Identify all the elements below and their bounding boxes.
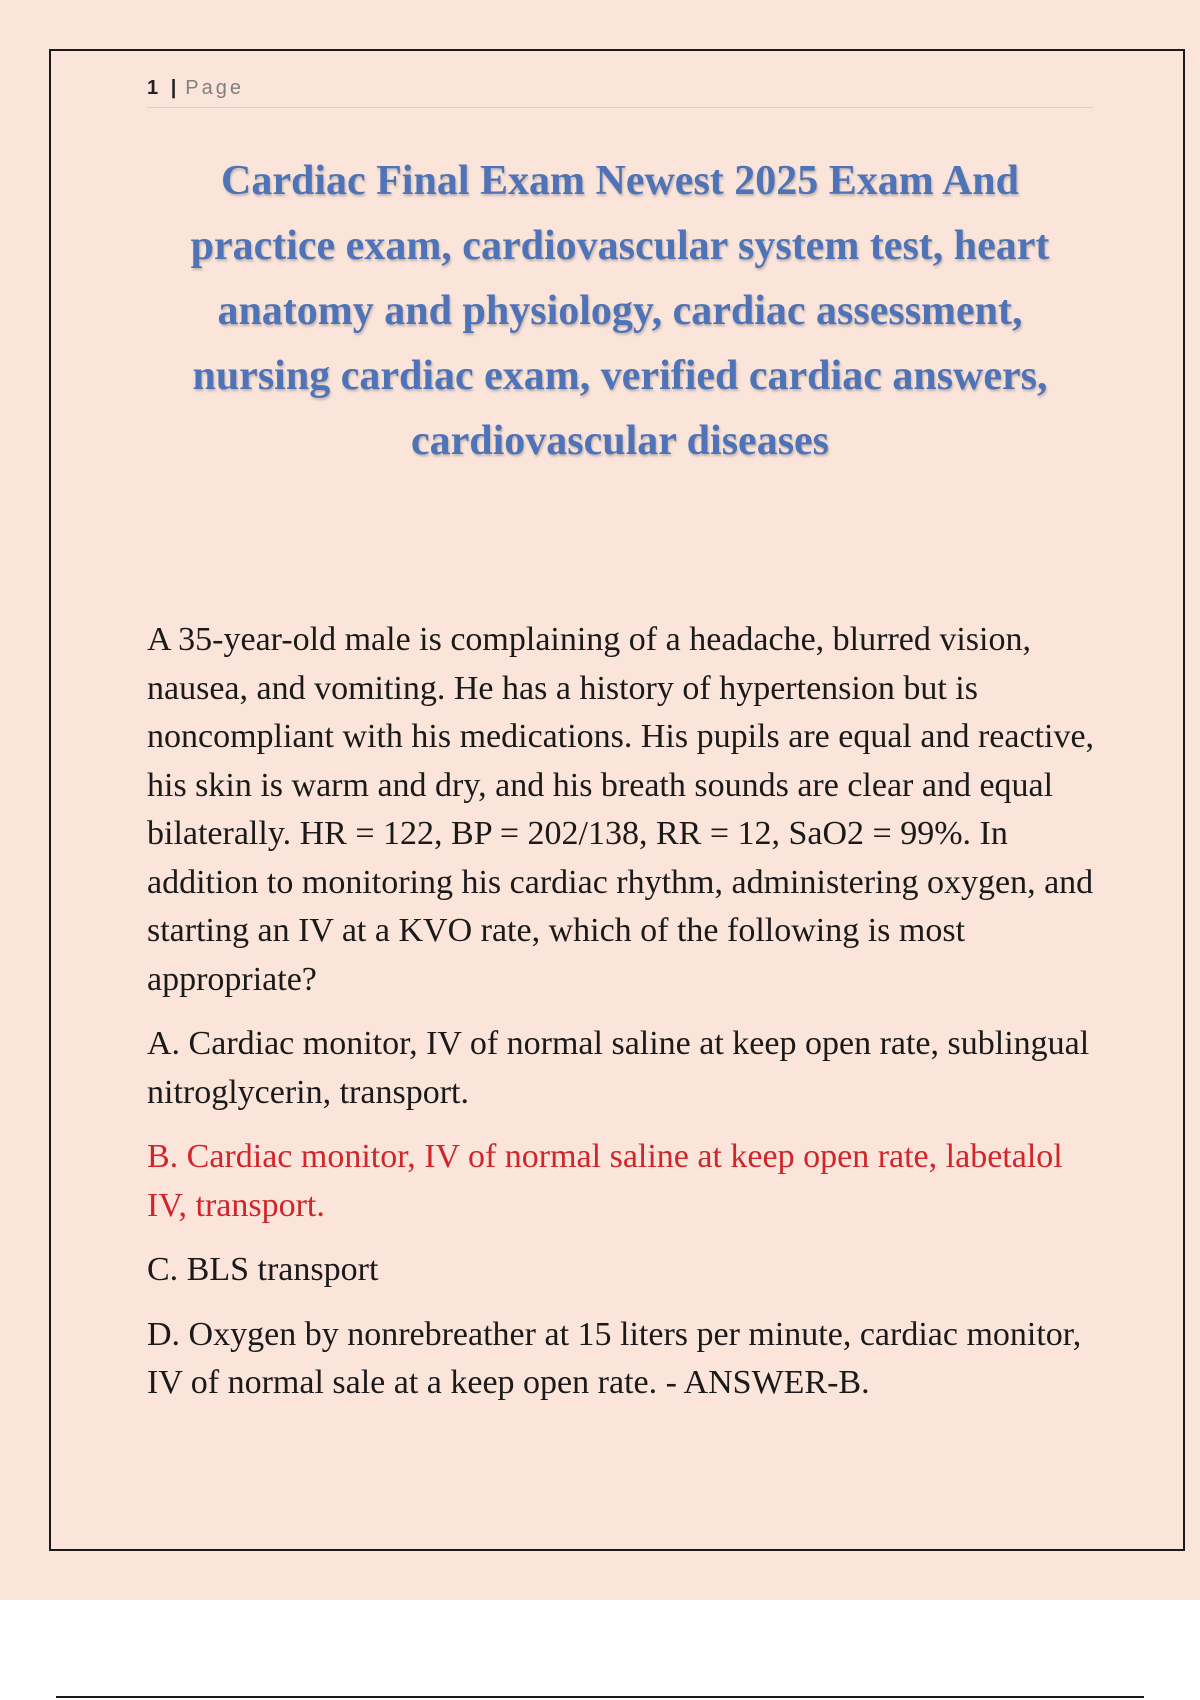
footer-divider — [56, 1696, 1144, 1698]
page-number: 1 — [147, 77, 159, 99]
option-d: D. Oxygen by nonrebreather at 15 liters per minute, cardiac monitor, IV of normal sale at a keep open rate. - ANSWER-B. — [147, 1315, 1082, 1401]
option-c: C. BLS transport — [147, 1251, 379, 1288]
question-block — [147, 616, 1107, 1424]
option-a: A. Cardiac monitor, IV of normal saline at keep open rate, sublingual nitroglycerin, transport. — [147, 1025, 1090, 1111]
question-stem: A 35-year-old male is complaining of a headache, blurred vision, nausea, and vomiting. He has a history of hypertension but is noncompliant with his medications. His pupils are equal and reactive, his skin is warm and dry, and his breath sounds are clear and equal bilaterally. HR = 122, BP = 202/138, RR = 12, SaO2 = 99%. In addition to monitoring his cardiac rhythm, administering oxygen, and starting an IV at a KVO rate, which of the following is most appropriate? — [147, 621, 1095, 998]
document-title: Cardiac Final Exam Newest 2025 Exam And practice exam, cardiovascular system test, heart anatomy and physiology, cardiac assessment, nursing cardiac exam, verified cardiac answers, cardiovascular diseases — [190, 158, 1050, 464]
page-label: Page — [185, 77, 245, 99]
page-border — [49, 49, 1185, 1551]
page-separator: | — [170, 77, 180, 99]
option-b-correct: B. Cardiac monitor, IV of normal saline at keep open rate, labetalol IV, transport. — [147, 1138, 1063, 1224]
page-header — [147, 77, 1093, 108]
